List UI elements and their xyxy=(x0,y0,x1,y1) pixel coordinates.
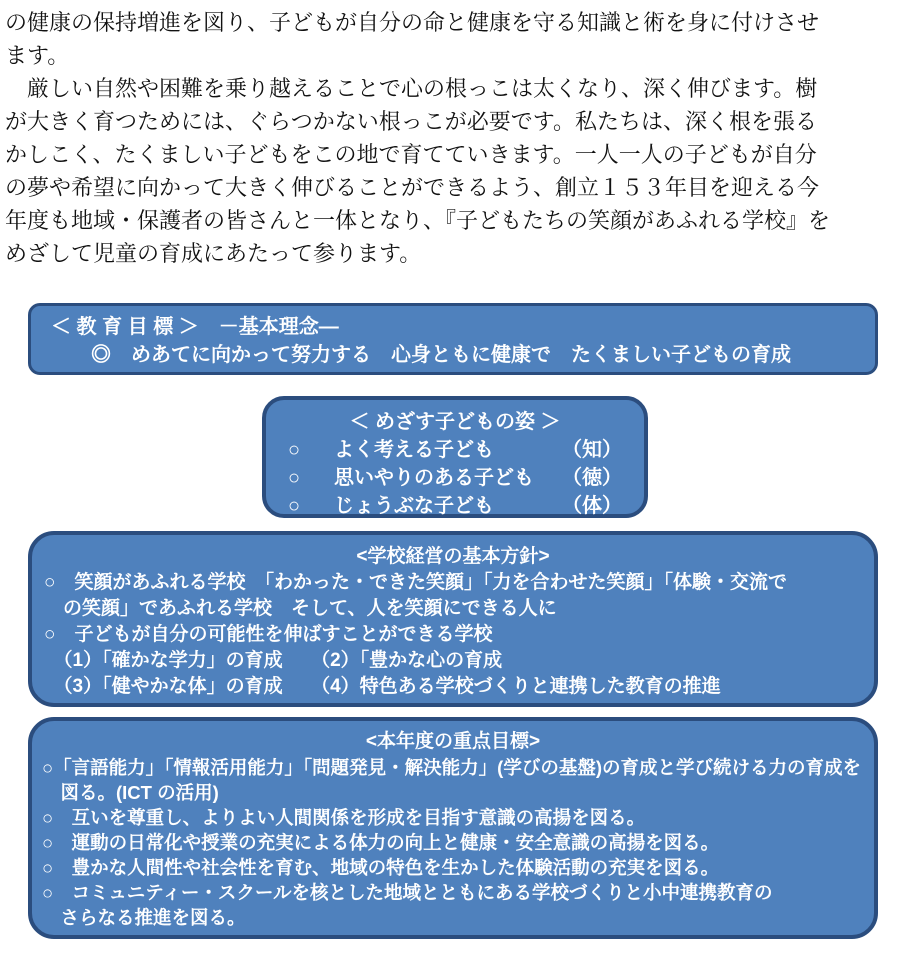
intro-line: 年度も地域・保護者の皆さんと一体となり、『子どもたちの笑顔があふれる学校』を xyxy=(5,208,831,233)
ideal-child-label: よく考える子ども xyxy=(334,439,494,461)
priority-goal-line: ○ 互いを尊重し、よりよい人間関係を形成を目指す意識の高揚を図る。 xyxy=(42,807,646,828)
management-policy-title: <学校経営の基本方針> xyxy=(356,546,550,567)
ideal-child-item xyxy=(266,464,644,492)
intro-paragraph xyxy=(5,6,913,270)
intro-line: ます。 xyxy=(5,43,70,68)
intro-line: の夢や希望に向かって大きく伸びることができるよう、創立１５３年目を迎える今 xyxy=(5,175,820,200)
priority-goal-line: ○「言語能力」「情報活用能力」「問題発見・解決能力」(学びの基盤)の育成と学び続ける力の育成を xyxy=(42,757,861,778)
management-policy-box xyxy=(28,531,878,707)
education-goal-box xyxy=(28,303,878,375)
ideal-child-item xyxy=(266,492,644,520)
priority-goal-line: ○ 豊かな人間性や社会性を育む、地域の特色を生かした体験活動の充実を図る。 xyxy=(42,857,720,878)
management-policy-line: ○ 笑顔があふれる学校 「わかった・できた笑顔」「力を合わせた笑顔」「体験・交流で xyxy=(44,572,787,593)
intro-line: の健康の保持増進を図り、子どもが自分の命と健康を守る知識と術を身に付けさせ xyxy=(5,10,820,35)
priority-goals-title: <本年度の重点目標> xyxy=(365,731,541,752)
intro-line: かしこく、たくましい子どもをこの地で育てていきます。一人一人の子どもが自分 xyxy=(5,142,817,167)
priority-goal-line: さらなる推進を図る。 xyxy=(42,907,246,928)
ideal-child-label: 思いやりのある子ども xyxy=(334,467,534,489)
circle-bullet-icon: ○ xyxy=(288,495,301,517)
management-policy-line: （3）「健やかな体」の育成 （4）特色ある学校づくりと連携した教育の推進 xyxy=(44,676,721,697)
management-policy-line: ○ 子どもが自分の可能性を伸ばすことができる学校 xyxy=(44,624,493,645)
ideal-child-title: ＜ めざす子どもの姿 ＞ xyxy=(349,411,561,433)
ideal-child-tag: （体） xyxy=(562,495,622,517)
ideal-child-tag: （徳） xyxy=(562,467,622,489)
circle-bullet-icon: ○ xyxy=(288,467,301,489)
ideal-child-box xyxy=(262,396,648,518)
circle-bullet-icon: ○ xyxy=(288,439,301,461)
intro-line: めざして児童の育成にあたって参ります。 xyxy=(5,241,422,266)
intro-line: が大きく育つためには、ぐらつかない根っこが必要です。私たちは、深く根を張る xyxy=(5,109,818,134)
intro-line: 厳しい自然や困難を乗り越えることで心の根っこは太くなり、深く伸びます。樹 xyxy=(5,76,818,101)
priority-goal-line: ○ 運動の日常化や授業の充実による体力の向上と健康・安全意識の高揚を図る。 xyxy=(42,832,720,853)
ideal-child-tag: （知） xyxy=(562,439,622,461)
ideal-child-item xyxy=(266,436,644,464)
education-goal-subtitle: ◎ めあてに向かって努力する 心身ともに健康で たくましい子どもの育成 xyxy=(51,344,791,366)
priority-goal-line: ○ コミュニティー・スクールを核とした地域とともにある学校づくりと小中連携教育の xyxy=(42,882,773,903)
management-policy-line: （1）「確かな学力」の育成 （2）「豊かな心の育成 xyxy=(44,650,503,671)
education-goal-title: ＜ 教 育 目 標 ＞ －基本理念― xyxy=(51,316,339,338)
priority-goals-box xyxy=(28,717,878,939)
priority-goal-line: 図る。(ICT の活用) xyxy=(42,782,219,803)
ideal-child-label: じょうぶな子ども xyxy=(334,495,494,517)
management-policy-line: の笑顔」であふれる学校 そして、人を笑顔にできる人に xyxy=(44,598,557,619)
